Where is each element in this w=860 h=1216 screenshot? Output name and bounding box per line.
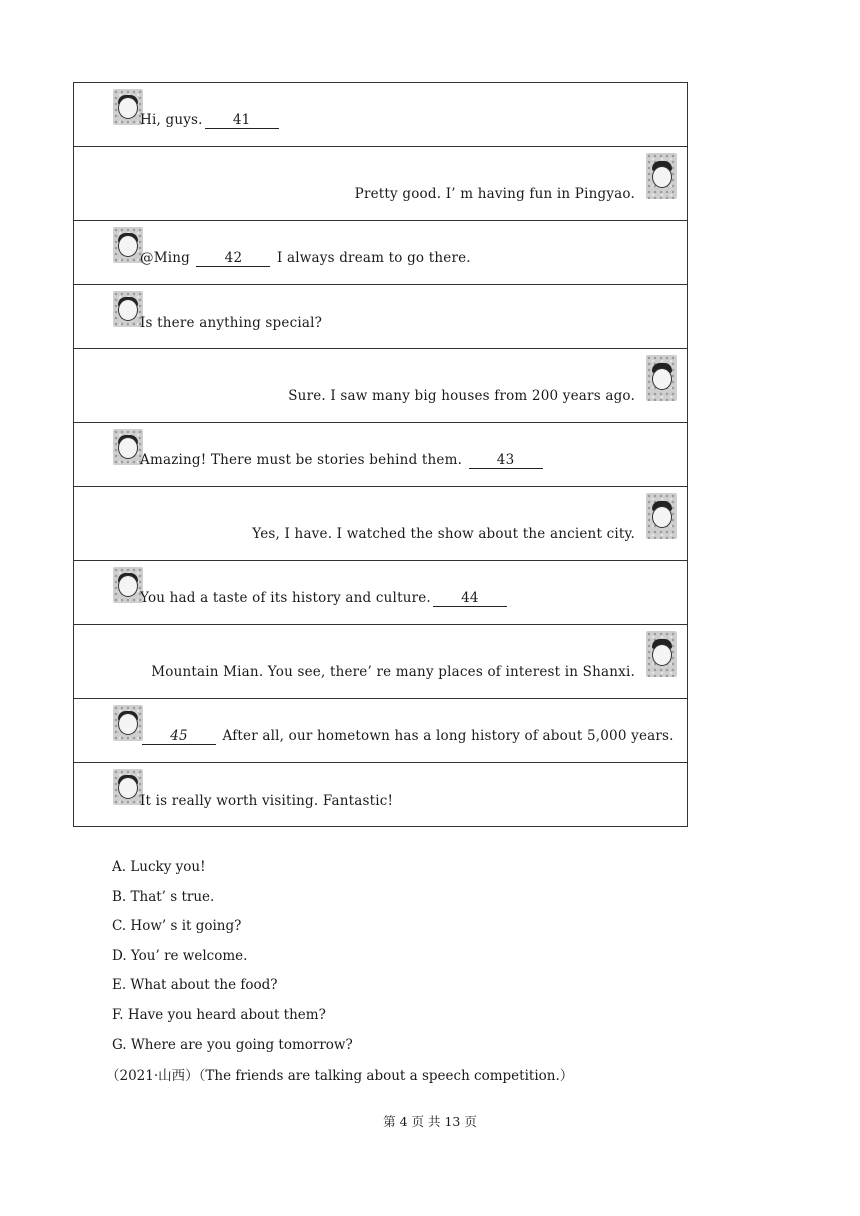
dialogue-table xyxy=(73,82,688,827)
avatar-icon xyxy=(113,89,143,125)
option-g: G. Where are you going tomorrow? xyxy=(112,1036,353,1053)
option-f: F. Have you heard about them? xyxy=(112,1006,326,1023)
dialogue-row xyxy=(74,487,688,561)
message-text: Mountain Mian. You see, there’ re many places of interest in Shanxi. xyxy=(151,664,635,680)
avatar-icon xyxy=(646,493,677,539)
message-text: Amazing! There must be stories behind them. 43 xyxy=(140,452,545,469)
dialogue-row xyxy=(74,285,688,349)
option-a: A. Lucky you! xyxy=(112,859,206,875)
dialogue-row xyxy=(74,221,688,285)
option-c: C. How’ s it going? xyxy=(112,918,242,935)
answer-blank: 41 xyxy=(205,113,279,129)
dialogue-row xyxy=(74,561,688,625)
option-e: E. What about the food? xyxy=(112,977,278,994)
dialogue-row xyxy=(74,423,688,487)
dialogue-row xyxy=(74,699,688,763)
avatar-icon xyxy=(646,153,677,199)
answer-blank: 44 xyxy=(433,591,507,607)
avatar-icon xyxy=(646,355,677,401)
message-text: It is really worth visiting. Fantastic! xyxy=(140,793,394,809)
avatar-icon xyxy=(113,769,143,805)
answer-options xyxy=(112,857,353,1064)
option-d: D. You’ re welcome. xyxy=(112,947,248,964)
message-text: You had a taste of its history and culture. 44 xyxy=(140,590,509,607)
avatar-icon xyxy=(113,705,143,741)
avatar-icon xyxy=(646,631,677,677)
dialogue-row xyxy=(74,625,688,699)
message-text: @Ming 42 I always dream to go there. xyxy=(140,250,471,266)
avatar-icon xyxy=(113,291,143,327)
question-source: （2021·山西）（The friends are talking about a speech competition.） xyxy=(106,1068,574,1084)
message-text: Hi, guys. 41 xyxy=(140,112,281,129)
page-footer: 第 4 页 共 13 页 xyxy=(383,1114,477,1129)
option-b: B. That’ s true. xyxy=(112,888,215,905)
message-text: 45 After all, our hometown has a long history of about 5,000 years. xyxy=(140,728,674,745)
message-text: Yes, I have. I watched the show about the ancient city. xyxy=(252,526,635,542)
avatar-icon xyxy=(113,567,143,603)
message-text: Is there anything special? xyxy=(140,315,323,331)
dialogue-row xyxy=(74,763,688,827)
dialogue-row xyxy=(74,147,688,221)
answer-blank: 45 xyxy=(142,729,216,745)
dialogue-row xyxy=(74,349,688,423)
answer-blank: 43 xyxy=(469,453,543,469)
avatar-icon xyxy=(113,227,143,263)
answer-blank: 42 xyxy=(196,251,270,267)
dialogue-row xyxy=(74,83,688,147)
avatar-icon xyxy=(113,429,143,465)
message-text: Sure. I saw many big houses from 200 years ago. xyxy=(288,388,635,404)
message-text: Pretty good. I’ m having fun in Pingyao. xyxy=(354,186,635,202)
